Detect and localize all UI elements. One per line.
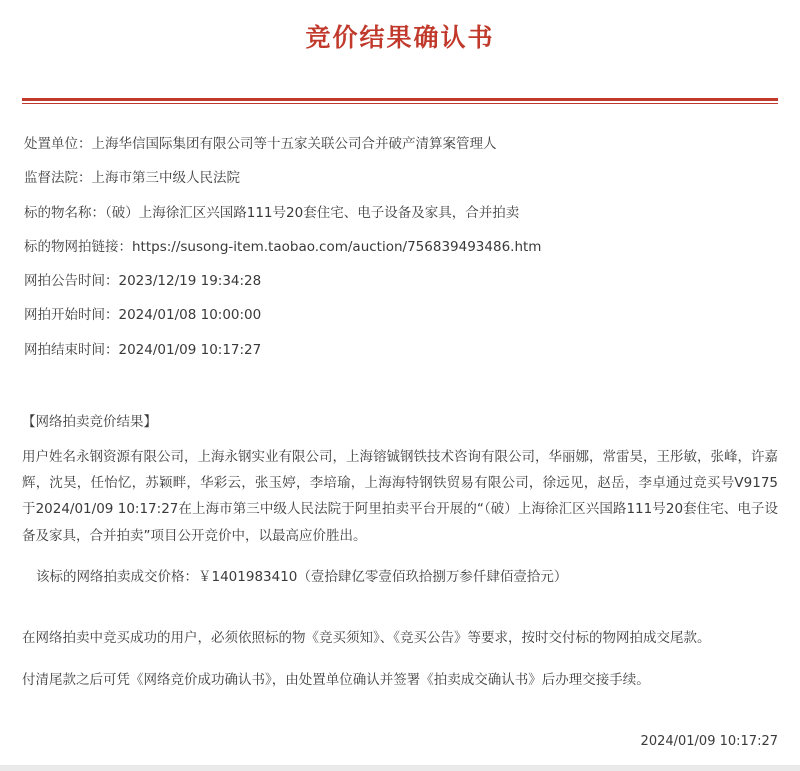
auction-link[interactable]: https://susong-item.taobao.com/auction/756839493486.htm — [132, 238, 542, 255]
field-value-announcement-time: 2023/12/19 19:34:28 — [118, 273, 262, 289]
field-label-subject-name: 标的物名称： — [24, 204, 105, 221]
field-row-supervising-court — [24, 168, 778, 188]
field-label-end-time: 网拍结束时间： — [24, 341, 119, 358]
field-row-end-time — [24, 340, 778, 360]
spacer-before-results — [22, 374, 778, 410]
field-value-subject-name: （破）上海徐汇区兴国路111号20套住宅、电子设备及家具，合并拍卖 — [105, 204, 520, 221]
divider-thin — [22, 103, 778, 104]
field-row-start-time — [24, 305, 778, 325]
bottom-edge-bar — [0, 765, 800, 771]
footer-timestamp: 2024/01/09 10:17:27 — [640, 734, 778, 749]
field-label-announcement-time: 网拍公告时间： — [24, 273, 119, 289]
field-label-auction-link: 标的物网拍链接： — [24, 238, 132, 255]
field-row-announcement-time — [24, 271, 778, 291]
field-value-disposal-unit: 上海华信国际集团有限公司等十五家关联公司合并破产清算案管理人 — [91, 136, 497, 152]
field-value-end-time: 2024/01/09 10:17:27 — [118, 341, 262, 358]
section-heading-auction-results: 【网络拍卖竞价结果】 — [22, 413, 157, 430]
field-row-disposal-unit — [24, 134, 778, 154]
page-title: 竞价结果确认书 — [305, 23, 495, 52]
field-row-auction-link — [24, 237, 778, 257]
divider-thick — [22, 98, 778, 101]
field-label-supervising-court: 监督法院： — [24, 170, 92, 187]
final-price-line: 该标的网络拍卖成交价格：￥1401983410（壹拾肆亿零壹佰玖拾捌万参仟肆佰壹拾元） — [36, 569, 568, 585]
title-divider — [22, 98, 778, 104]
field-label-disposal-unit: 处置单位： — [24, 136, 92, 152]
notice-paragraph-handover: 付清尾款之后可凭《网络竞价成功确认书》，由处置单位确认并签署《拍卖成交确认书》后办理交接手续。 — [22, 671, 650, 688]
notice-paragraph-payment: 在网络拍卖中竞买成功的用户，必须依照标的物《竞买须知》、《竞买公告》等要求，按时交付标的物网拍成交尾款。 — [22, 629, 711, 646]
field-value-start-time: 2024/01/08 10:00:00 — [118, 307, 262, 324]
spacer-before-notices — [22, 591, 778, 625]
field-row-subject-name — [24, 203, 778, 223]
field-value-supervising-court: 上海市第三中级人民法院 — [91, 170, 240, 187]
result-paragraph: 用户姓名永钢资源有限公司，上海永钢实业有限公司，上海镕铖钢铁技术咨询有限公司，华丽娜，常雷昊，王彤敏，张峰，许嘉辉，沈昊，任怡忆，苏颖畔，华彩云，张玉婷，李培瑜，上海海特钢铁贸易有限公司，徐远见，赵岳，李卓通过竞买号V9175于2024/01/09 10:17:27在上海市第三中级人民法院于阿里拍卖平台开展的“（破）上海徐汇区兴国路111号20套住宅、电子设备及家具，合并拍卖”项目公开竞价中，以最高应价胜出。 — [22, 448, 778, 544]
field-label-start-time: 网拍开始时间： — [24, 307, 119, 324]
field-list — [22, 134, 778, 360]
